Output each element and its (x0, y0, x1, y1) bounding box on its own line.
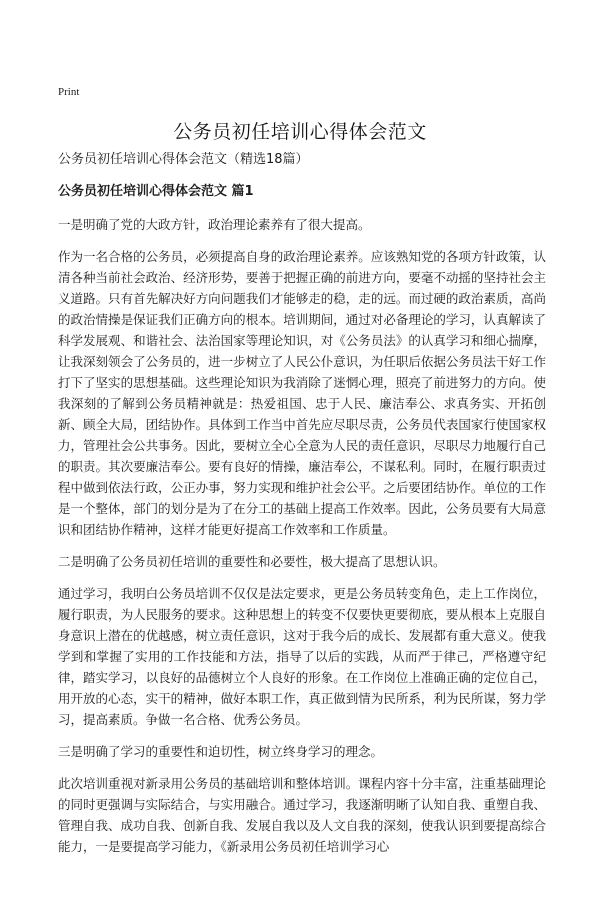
paragraph-1: 一是明确了党的大政方针，政治理论素养有了很大提高。 (58, 217, 371, 232)
paragraph-3: 二是明确了公务员初任培训的重要性和必要性，极大提高了思想认识。 (58, 554, 446, 569)
print-label: Print (58, 86, 80, 98)
paragraph-2: 作为一名合格的公务员，必须提高自身的政治理论素养。应该熟知党的各项方针政策，认清各种当前社会政治、经济形势，要善于把握正确的前进方向，要毫不动摇的坚持社会主义道路。只有首先解决好方向问题我们才能够走的稳，走的远。而过硬的政治素质，高尚的政治情操是保证我们正确方向的根本。培训期间，通过对必备理论的学习，认真解读了科学发展观、和谐社会、法治国家等理论知识，对《公务员法》的认真学习和细心揣摩，让我深刻领会了公务员的，进一步树立了人民公仆意识，为任职后依据公务员法干好工作打下了坚实的思想基础。这些理论知识为我消除了迷惘心理，照亮了前进努力的方向。使我深刻的了解到公务员精神就是：热爱祖国、忠于人民、廉洁奉公、求真务实、开拓创新、顾全大局，团结协作。具体到工作当中首先应尽职尽责，公务员代表国家行使国家权力，管理社会公共事务。因此，要树立全心全意为人民的责任意识，尽职尽力地履行自己的职责。其次要廉洁奉公。要有良好的情操，廉洁奉公，不谋私利。同时，在履行职责过程中做到依法行政，公正办事，努力实现和维护社会公平。之后要团结协作。单位的工作是一个整体，部门的划分是为了在分工的基础上提高工作效率。因此，公务员要有大局意识和团结协作精神，这样才能更好提高工作效率和工作质量。 (58, 249, 546, 537)
document-subtitle: 公务员初任培训心得体会范文（精选18篇） (58, 152, 309, 167)
paragraph-5: 三是明确了学习的重要性和迫切性，树立终身学习的理念。 (58, 744, 384, 759)
paragraph-4: 通过学习，我明白公务员培训不仅仅是法定要求，更是公务员转变角色，走上工作岗位，履行职责，为人民服务的要求。这种思想上的转变不仅要快更要彻底，要从根本上克服自身意识上潜在的优越感，树立责任意识，这对于我今后的成长、发展都有重大意义。使我学到和掌握了实用的工作技能和方法，指导了以后的实践，从而严于律己，严格遵守纪律，踏实学习，以良好的品德树立个人良好的形象。在工作岗位上准确正确的定位自己，用开放的心态，实干的精神，做好本职工作，真正做到情为民所系，利为民所谋，努力学习，提高素质。争做一名合格、优秀公务员。 (58, 586, 546, 727)
document-body (58, 150, 546, 868)
paragraph-6: 此次培训重视对新录用公务员的基础培训和整体培训。课程内容十分丰富，注重基础理论的同时更强调与实际结合，与实用融合。通过学习，我逐渐明晰了认知自我、重塑自我、管理自我、成功自我、创新自我、发展自我以及人文自我的深刻，使我认识到要提高综合能力，一是要提高学习能力，《新录用公务员初任培训学习心 (58, 776, 546, 854)
section-heading: 公务员初任培训心得体会范文 篇1 (58, 184, 254, 199)
page-title: 公务员初任培训心得体会范文 (173, 121, 427, 143)
